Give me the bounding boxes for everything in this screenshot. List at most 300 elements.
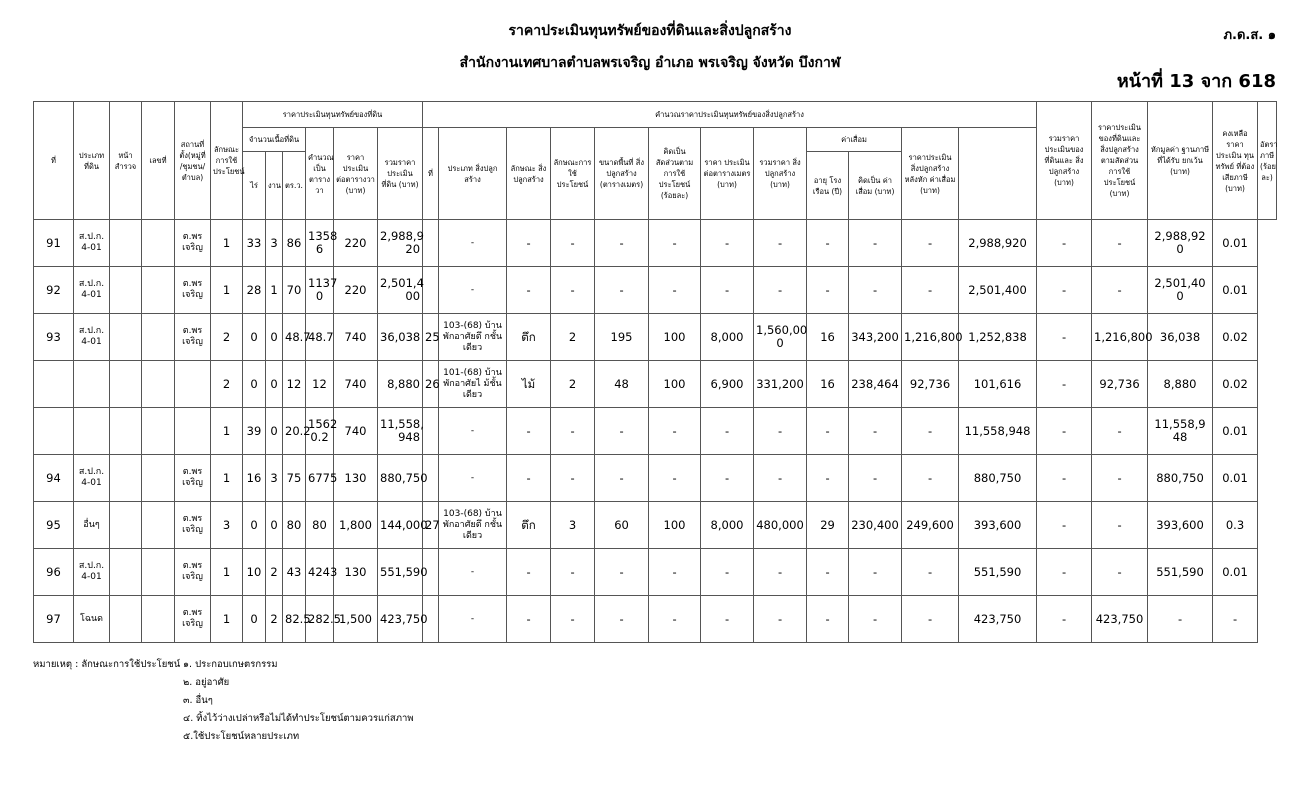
cell-dep-amount: 343,200: [849, 314, 902, 361]
cell-location: ต.พร เจริญ: [175, 314, 211, 361]
cell-percent: 100: [649, 502, 701, 549]
table-body: [34, 220, 1277, 643]
col-wa: ตร.ว.: [283, 152, 306, 220]
cell-dep-amount: -: [849, 549, 902, 596]
cell-ngan: 0: [266, 314, 283, 361]
cell-proportion: -: [1037, 596, 1092, 643]
cell-rai: 0: [243, 314, 266, 361]
cell-land-total: 2,501,4 00: [378, 267, 423, 314]
cell-bldg-area: 195: [595, 314, 649, 361]
cell-bldg-after-dep: 249,600: [902, 502, 959, 549]
col-percent: คิดเป็น สัดส่วนตาม การใช้ ประโยชน์ (ร้อยละ): [649, 128, 701, 220]
cell-number: [142, 220, 175, 267]
cell-age: 29: [807, 502, 849, 549]
cell-wa: 82.5: [283, 596, 306, 643]
cell-calc-sqwa: 4243: [306, 549, 334, 596]
cell-price-per-sqwa: 740: [334, 314, 378, 361]
cell-rai: 0: [243, 502, 266, 549]
cell-location: ต.พร เจริญ: [175, 549, 211, 596]
cell-bldg-usage: -: [551, 408, 595, 455]
cell-percent: -: [649, 220, 701, 267]
cell-total-assess: 2,501,400: [959, 267, 1037, 314]
cell-number: [142, 455, 175, 502]
cell-bldg-after-dep: -: [902, 549, 959, 596]
cell-remaining: 2,988,92 0: [1148, 220, 1213, 267]
cell-calc-sqwa: 1562 0.2: [306, 408, 334, 455]
cell-bldg-type: 103-(68) บ้านพักอาศัยตึ กชั้นเดียว: [439, 502, 507, 549]
cell-no: 97: [34, 596, 74, 643]
cell-land-total: 36,038: [378, 314, 423, 361]
cell-bldg-after-dep: -: [902, 267, 959, 314]
cell-ngan: 0: [266, 361, 283, 408]
cell-no: 92: [34, 267, 74, 314]
cell-calc-sqwa: 48.7: [306, 314, 334, 361]
cell-proportion: -: [1037, 408, 1092, 455]
cell-age: 16: [807, 361, 849, 408]
col-tax-rate: อัตราภาษี (ร้อยละ): [1258, 102, 1277, 220]
cell-remaining: 11,558,9 48: [1148, 408, 1213, 455]
table-row: [34, 502, 1277, 549]
col-ngan: งาน: [266, 152, 283, 220]
cell-land-type: [74, 361, 110, 408]
cell-bldg-char: -: [507, 408, 551, 455]
cell-percent: 100: [649, 314, 701, 361]
cell-bldg-total: -: [754, 220, 807, 267]
cell-age: -: [807, 267, 849, 314]
cell-land-total: 423,750: [378, 596, 423, 643]
cell-bldg-after-dep: -: [902, 408, 959, 455]
cell-bldg-total: -: [754, 455, 807, 502]
cell-location: ต.พร เจริญ: [175, 220, 211, 267]
cell-remaining: 880,750: [1148, 455, 1213, 502]
cell-rai: 16: [243, 455, 266, 502]
cell-no: [34, 408, 74, 455]
cell-bldg-area: -: [595, 455, 649, 502]
cell-bldg-char: -: [507, 549, 551, 596]
cell-land-type: ส.ป.ก. 4-01: [74, 220, 110, 267]
cell-deduction: -: [1092, 502, 1148, 549]
cell-dep-amount: -: [849, 596, 902, 643]
col-no: ที่: [34, 102, 74, 220]
cell-usage: 2: [211, 361, 243, 408]
cell-calc-sqwa: 12: [306, 361, 334, 408]
col-calc-sqwa: คำนวณ เป็น ตารางวา: [306, 128, 334, 220]
cell-price-per-sqm: -: [701, 455, 754, 502]
cell-price-per-sqwa: 220: [334, 267, 378, 314]
cell-bldg-after-dep: -: [902, 596, 959, 643]
cell-proportion: -: [1037, 267, 1092, 314]
cell-bldg-no: [423, 220, 439, 267]
cell-bldg-usage: -: [551, 267, 595, 314]
cell-price-per-sqwa: 130: [334, 455, 378, 502]
cell-ngan: 3: [266, 220, 283, 267]
cell-total-assess: 551,590: [959, 549, 1037, 596]
cell-bldg-char: -: [507, 267, 551, 314]
col-deduction: หักมูลค่า ฐานภาษี ที่ได้รับ ยกเว้น (บาท): [1148, 102, 1213, 220]
cell-dep-amount: 238,464: [849, 361, 902, 408]
cell-land-type: ส.ป.ก. 4-01: [74, 455, 110, 502]
cell-number: [142, 408, 175, 455]
cell-total-assess: 11,558,948: [959, 408, 1037, 455]
cell-no: 93: [34, 314, 74, 361]
table-row: [34, 267, 1277, 314]
note-item: ๑. ประกอบเกษตรกรรม: [183, 659, 278, 670]
cell-number: [142, 314, 175, 361]
cell-dep-amount: -: [849, 455, 902, 502]
cell-age: -: [807, 549, 849, 596]
cell-bldg-usage: -: [551, 549, 595, 596]
cell-deduction: -: [1092, 408, 1148, 455]
col-location: สถานที่ ตั้ง(หมู่ที่ /ชุมชน/ ตำบล): [175, 102, 211, 220]
cell-calc-sqwa: 80: [306, 502, 334, 549]
cell-no: 95: [34, 502, 74, 549]
cell-ngan: 1: [266, 267, 283, 314]
land-area-group: จำนวนเนื้อที่ดิน: [243, 128, 306, 152]
cell-bldg-total: -: [754, 596, 807, 643]
cell-bldg-no: [423, 408, 439, 455]
cell-price-per-sqwa: 220: [334, 220, 378, 267]
cell-land-type: ส.ป.ก. 4-01: [74, 267, 110, 314]
cell-rai: 28: [243, 267, 266, 314]
cell-total-assess: 393,600: [959, 502, 1037, 549]
cell-bldg-total: -: [754, 549, 807, 596]
cell-tax-rate: 0.01: [1213, 549, 1258, 596]
cell-number: [142, 502, 175, 549]
cell-bldg-area: 48: [595, 361, 649, 408]
col-price-per-sqm: ราคา ประเมิน ต่อตารางเมตร (บาท): [701, 128, 754, 220]
cell-location: [175, 361, 211, 408]
cell-price-per-sqm: 6,900: [701, 361, 754, 408]
cell-location: [175, 408, 211, 455]
col-bldg-after-dep: ราคาประเมิน สิ่งปลูกสร้าง หลังหัก ค่าเสื่อม (บาท): [902, 128, 959, 220]
cell-proportion: -: [1037, 361, 1092, 408]
cell-tax-rate: 0.01: [1213, 267, 1258, 314]
cell-bldg-type: 103-(68) บ้านพักอาศัยตึ กชั้นเดียว: [439, 314, 507, 361]
cell-location: ต.พร เจริญ: [175, 267, 211, 314]
cell-deduction: -: [1092, 549, 1148, 596]
cell-price-per-sqm: -: [701, 408, 754, 455]
cell-proportion: -: [1037, 549, 1092, 596]
cell-bldg-after-dep: -: [902, 220, 959, 267]
cell-rai: 0: [243, 596, 266, 643]
cell-remaining: 36,038: [1148, 314, 1213, 361]
cell-rai: 33: [243, 220, 266, 267]
cell-calc-sqwa: 1358 6: [306, 220, 334, 267]
cell-ngan: 0: [266, 502, 283, 549]
cell-bldg-type: -: [439, 220, 507, 267]
cell-no: [34, 361, 74, 408]
cell-price-per-sqm: -: [701, 267, 754, 314]
col-dep-amount: คิดเป็น ค่าเสื่อม (บาท): [849, 152, 902, 220]
cell-land-total: 11,558, 948: [378, 408, 423, 455]
cell-bldg-char: ไม้: [507, 361, 551, 408]
cell-bldg-after-dep: 92,736: [902, 361, 959, 408]
cell-percent: -: [649, 549, 701, 596]
col-rai: ไร่: [243, 152, 266, 220]
cell-price-per-sqwa: 130: [334, 549, 378, 596]
cell-rai: 0: [243, 361, 266, 408]
col-survey-page: หน้า สำรวจ: [110, 102, 142, 220]
document-subtitle: สำนักงานเทศบาลตำบลพรเจริญ อำเภอ พรเจริญ จังหวัด บึงกาฬ: [459, 55, 841, 71]
cell-number: [142, 549, 175, 596]
col-age: อายุ โรงเรือน (ปี): [807, 152, 849, 220]
cell-dep-amount: -: [849, 408, 902, 455]
col-bldg-total: รวมราคา สิ่งปลูกสร้าง (บาท): [754, 128, 807, 220]
cell-usage: 1: [211, 408, 243, 455]
col-usage: ลักษณะ การใช้ ประโยชน์: [211, 102, 243, 220]
cell-survey-page: [110, 361, 142, 408]
cell-price-per-sqm: 8,000: [701, 314, 754, 361]
cell-usage: 2: [211, 314, 243, 361]
cell-percent: 100: [649, 361, 701, 408]
cell-wa: 20.2: [283, 408, 306, 455]
cell-survey-page: [110, 455, 142, 502]
cell-wa: 48.7: [283, 314, 306, 361]
cell-bldg-area: -: [595, 408, 649, 455]
page-info: หน้าที่ 13 จาก 618: [1116, 71, 1276, 92]
cell-usage: 1: [211, 596, 243, 643]
cell-land-total: 551,590: [378, 549, 423, 596]
cell-rai: 10: [243, 549, 266, 596]
cell-usage: 1: [211, 455, 243, 502]
col-bldg-type: ประเภท สิ่งปลูกสร้าง: [439, 128, 507, 220]
cell-bldg-area: -: [595, 549, 649, 596]
cell-usage: 1: [211, 549, 243, 596]
cell-usage: 1: [211, 267, 243, 314]
cell-deduction: 1,216,800: [1092, 314, 1148, 361]
cell-survey-page: [110, 408, 142, 455]
cell-percent: -: [649, 455, 701, 502]
cell-age: 16: [807, 314, 849, 361]
cell-survey-page: [110, 502, 142, 549]
cell-remaining: 8,880: [1148, 361, 1213, 408]
cell-total-assess: 101,616: [959, 361, 1037, 408]
cell-rai: 39: [243, 408, 266, 455]
cell-bldg-area: 60: [595, 502, 649, 549]
cell-bldg-char: ตึก: [507, 502, 551, 549]
cell-no: 94: [34, 455, 74, 502]
cell-age: -: [807, 408, 849, 455]
note-item: ๕.ใช้ประโยชน์หลายประเภท: [183, 731, 300, 742]
cell-land-total: 8,880: [378, 361, 423, 408]
cell-land-type: ส.ป.ก. 4-01: [74, 549, 110, 596]
cell-no: 96: [34, 549, 74, 596]
cell-usage: 3: [211, 502, 243, 549]
cell-total-assess: 2,988,920: [959, 220, 1037, 267]
notes-label: หมายเหตุ : ลักษณะการใช้ประโยชน์: [33, 659, 181, 670]
cell-calc-sqwa: 1137 0: [306, 267, 334, 314]
cell-deduction: 423,750: [1092, 596, 1148, 643]
cell-bldg-no: 26: [423, 361, 439, 408]
cell-tax-rate: 0.3: [1213, 502, 1258, 549]
cell-survey-page: [110, 314, 142, 361]
cell-percent: -: [649, 596, 701, 643]
cell-proportion: -: [1037, 455, 1092, 502]
col-proportion: ราคาประเมิน ของที่ดินและ สิ่งปลูกสร้าง ตามสัดส่วน การใช้ประโยชน์ (บาท): [1092, 102, 1148, 220]
col-total-assess: รวมราคา ประเมินของ ที่ดินและ สิ่งปลูกสร้าง (บาท): [1037, 102, 1092, 220]
note-item: ๒. อยู่อาศัย: [183, 677, 230, 688]
cell-location: ต.พร เจริญ: [175, 455, 211, 502]
cell-total-assess: 423,750: [959, 596, 1037, 643]
cell-number: [142, 361, 175, 408]
cell-tax-rate: 0.02: [1213, 361, 1258, 408]
cell-tax-rate: 0.01: [1213, 408, 1258, 455]
cell-bldg-total: -: [754, 408, 807, 455]
cell-survey-page: [110, 220, 142, 267]
cell-usage: 1: [211, 220, 243, 267]
cell-calc-sqwa: 6775: [306, 455, 334, 502]
building-assessment-group: คำนวณราคาประเมินทุนทรัพย์ของสิ่งปลูกสร้าง: [423, 102, 1037, 128]
cell-land-type: ส.ป.ก. 4-01: [74, 314, 110, 361]
cell-age: -: [807, 455, 849, 502]
cell-bldg-char: -: [507, 455, 551, 502]
cell-dep-amount: -: [849, 267, 902, 314]
cell-ngan: 2: [266, 549, 283, 596]
cell-wa: 12: [283, 361, 306, 408]
cell-age: -: [807, 596, 849, 643]
cell-price-per-sqwa: 740: [334, 408, 378, 455]
cell-tax-rate: 0.01: [1213, 220, 1258, 267]
col-price-per-sqwa: ราคา ประเมิน ต่อตารางวา (บาท): [334, 128, 378, 220]
cell-dep-amount: 230,400: [849, 502, 902, 549]
table-row: [34, 596, 1277, 643]
cell-price-per-sqwa: 740: [334, 361, 378, 408]
cell-land-total: 2,988,9 20: [378, 220, 423, 267]
table-row: [34, 314, 1277, 361]
table-row: [34, 220, 1277, 267]
cell-remaining: 393,600: [1148, 502, 1213, 549]
depreciation-group: ค่าเสื่อม: [807, 128, 902, 152]
cell-bldg-char: ตึก: [507, 314, 551, 361]
col-land-type: ประเภท ที่ดิน: [74, 102, 110, 220]
cell-bldg-type: -: [439, 596, 507, 643]
cell-bldg-char: -: [507, 220, 551, 267]
cell-price-per-sqm: -: [701, 220, 754, 267]
cell-wa: 80: [283, 502, 306, 549]
cell-percent: -: [649, 408, 701, 455]
cell-remaining: 2,501,40 0: [1148, 267, 1213, 314]
cell-bldg-total: 331,200: [754, 361, 807, 408]
cell-ngan: 3: [266, 455, 283, 502]
cell-percent: -: [649, 267, 701, 314]
cell-deduction: -: [1092, 455, 1148, 502]
cell-price-per-sqwa: 1,800: [334, 502, 378, 549]
note-item: ๓. อื่นๆ: [183, 695, 213, 706]
col-remaining: คงเหลือ ราคาประเมิน ทุนทรัพย์ ที่ต้องเสียภาษี (บาท): [1213, 102, 1258, 220]
cell-calc-sqwa: 282.5: [306, 596, 334, 643]
cell-bldg-type: -: [439, 267, 507, 314]
cell-bldg-area: -: [595, 596, 649, 643]
cell-bldg-no: 27: [423, 502, 439, 549]
cell-bldg-total: 480,000: [754, 502, 807, 549]
cell-tax-rate: 0.02: [1213, 314, 1258, 361]
cell-bldg-usage: 3: [551, 502, 595, 549]
col-bldg-area: ขนาดพื้นที่ สิ่งปลูกสร้าง (ตารางเมตร): [595, 128, 649, 220]
cell-ngan: 2: [266, 596, 283, 643]
cell-bldg-total: -: [754, 267, 807, 314]
cell-tax-rate: 0.01: [1213, 455, 1258, 502]
cell-dep-amount: -: [849, 220, 902, 267]
cell-survey-page: [110, 596, 142, 643]
cell-bldg-type: -: [439, 455, 507, 502]
cell-proportion: -: [1037, 502, 1092, 549]
cell-bldg-no: 25: [423, 314, 439, 361]
cell-deduction: -: [1092, 267, 1148, 314]
cell-wa: 75: [283, 455, 306, 502]
col-bldg-usage: ลักษณะการ ใช้ประโยชน์: [551, 128, 595, 220]
cell-remaining: 551,590: [1148, 549, 1213, 596]
cell-bldg-usage: -: [551, 596, 595, 643]
col-bldg-char: ลักษณะ สิ่งปลูกสร้าง: [507, 128, 551, 220]
form-code: ภ.ด.ส. ๑: [1223, 28, 1276, 43]
cell-price-per-sqm: 8,000: [701, 502, 754, 549]
table-row: [34, 361, 1277, 408]
cell-survey-page: [110, 549, 142, 596]
cell-deduction: -: [1092, 220, 1148, 267]
cell-bldg-usage: -: [551, 220, 595, 267]
cell-wa: 43: [283, 549, 306, 596]
cell-no: 91: [34, 220, 74, 267]
assessment-table: [33, 101, 1277, 643]
table-row: [34, 455, 1277, 502]
cell-number: [142, 596, 175, 643]
cell-bldg-type: 101-(68) บ้านพักอาศัยไ ม้ชั้นเดียว: [439, 361, 507, 408]
table-row: [34, 549, 1277, 596]
cell-bldg-type: -: [439, 549, 507, 596]
cell-remaining: -: [1148, 596, 1213, 643]
table-row: [34, 408, 1277, 455]
cell-bldg-total: 1,560,00 0: [754, 314, 807, 361]
col-bldg-no: ที่: [423, 128, 439, 220]
document-title: ราคาประเมินทุนทรัพย์ของที่ดินและสิ่งปลูกสร้าง: [508, 23, 792, 39]
cell-land-type: [74, 408, 110, 455]
cell-bldg-usage: -: [551, 455, 595, 502]
cell-bldg-area: -: [595, 267, 649, 314]
col-land-total: รวมราคา ประเมิน ที่ดิน (บาท): [378, 128, 423, 220]
cell-location: ต.พร เจริญ: [175, 502, 211, 549]
cell-bldg-type: -: [439, 408, 507, 455]
cell-price-per-sqm: -: [701, 549, 754, 596]
cell-bldg-area: -: [595, 220, 649, 267]
cell-proportion: -: [1037, 220, 1092, 267]
note-item: ๔. ทิ้งไว้ว่างเปล่าหรือไม่ได้ทำประโยชน์ตามควรแก่สภาพ: [183, 713, 414, 724]
cell-bldg-char: -: [507, 596, 551, 643]
cell-land-type: โฉนด: [74, 596, 110, 643]
cell-wa: 70: [283, 267, 306, 314]
table-header: [34, 102, 1277, 220]
cell-bldg-usage: 2: [551, 361, 595, 408]
cell-number: [142, 267, 175, 314]
col-number: เลขที่: [142, 102, 175, 220]
cell-proportion: -: [1037, 314, 1092, 361]
cell-total-assess: 880,750: [959, 455, 1037, 502]
cell-bldg-usage: 2: [551, 314, 595, 361]
cell-land-total: 880,750: [378, 455, 423, 502]
cell-tax-rate: -: [1213, 596, 1258, 643]
cell-bldg-no: [423, 267, 439, 314]
cell-deduction: 92,736: [1092, 361, 1148, 408]
cell-price-per-sqwa: 1,500: [334, 596, 378, 643]
cell-survey-page: [110, 267, 142, 314]
cell-bldg-after-dep: 1,216,800: [902, 314, 959, 361]
cell-land-type: อื่นๆ: [74, 502, 110, 549]
cell-ngan: 0: [266, 408, 283, 455]
cell-price-per-sqm: -: [701, 596, 754, 643]
cell-total-assess: 1,252,838: [959, 314, 1037, 361]
cell-bldg-after-dep: -: [902, 455, 959, 502]
land-assessment-group: ราคาประเมินทุนทรัพย์ของที่ดิน: [243, 102, 423, 128]
cell-wa: 86: [283, 220, 306, 267]
